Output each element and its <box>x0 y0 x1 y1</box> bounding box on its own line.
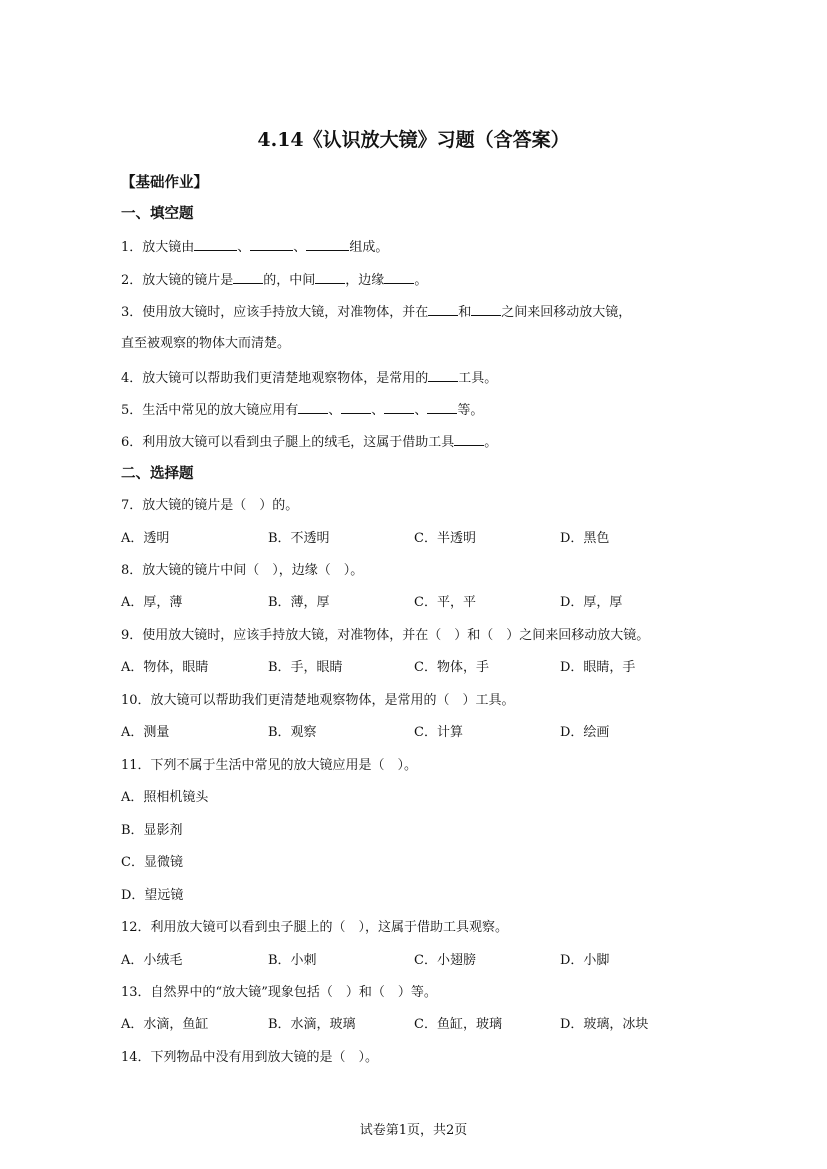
question-12: 12．利用放大镜可以看到虫子腿上的（ ），这属于借助工具观察。 <box>121 920 509 935</box>
text: 。 <box>414 273 428 288</box>
text: ，边缘 <box>345 273 385 288</box>
text: 4．放大镜可以帮助我们更清楚地观察物体，是常用的 <box>121 371 429 386</box>
blank <box>233 270 263 284</box>
blank <box>341 400 371 414</box>
blank <box>428 368 458 382</box>
question-3-continued: 直至被观察的物体大而清楚。 <box>121 336 291 351</box>
question-1 <box>121 237 388 257</box>
text: 、 <box>293 240 307 255</box>
blank <box>194 237 237 251</box>
option-c: C．平，平 <box>414 595 476 610</box>
option-c: C．鱼缸，玻璃 <box>414 1017 502 1032</box>
question-4 <box>121 368 497 388</box>
option-b: B．手，眼睛 <box>268 660 343 675</box>
option-a: A．测量 <box>121 725 170 740</box>
option-d: D．小脚 <box>560 953 610 968</box>
text: 工具。 <box>458 371 498 386</box>
option-a: A．照相机镜头 <box>121 790 209 805</box>
question-9: 9．使用放大镜时，应该手持放大镜，对准物体，并在（ ）和（ ）之间来回移动放大镜。 <box>121 628 650 643</box>
option-a: A．厚，薄 <box>121 595 183 610</box>
option-c: C．计算 <box>414 725 463 740</box>
option-d: D．玻璃，冰块 <box>560 1017 649 1032</box>
blank <box>454 432 484 446</box>
option-a: A．水滴，鱼缸 <box>121 1017 209 1032</box>
text: 、 <box>237 240 251 255</box>
blank <box>384 270 414 284</box>
option-d: D．绘画 <box>560 725 610 740</box>
option-a: A．透明 <box>121 531 170 546</box>
text: 3．使用放大镜时，应该手持放大镜，对准物体，并在 <box>121 305 429 320</box>
option-b: B．水滴，玻璃 <box>268 1017 356 1032</box>
part-fill-blank-heading: 一、填空题 <box>121 205 194 222</box>
text: 等。 <box>457 403 484 418</box>
text: 、 <box>328 403 342 418</box>
option-b: B．观察 <box>268 725 317 740</box>
option-d: D．眼睛，手 <box>560 660 636 675</box>
blank <box>250 237 293 251</box>
text: 1．放大镜由 <box>121 240 195 255</box>
option-b: B．不透明 <box>268 531 330 546</box>
text: 的，中间 <box>263 273 316 288</box>
option-d: D．黑色 <box>560 531 610 546</box>
question-11: 11．下列不属于生活中常见的放大镜应用是（ ）。 <box>121 758 418 773</box>
question-8: 8．放大镜的镜片中间（ ），边缘（ ）。 <box>121 563 364 578</box>
question-13: 13．自然界中的“放大镜”现象包括（ ）和（ ）等。 <box>121 985 437 1000</box>
option-c: C．显微镜 <box>121 855 183 870</box>
text: 之间来回移动放大镜， <box>501 305 632 320</box>
text: 组成。 <box>349 240 389 255</box>
option-c: C．半透明 <box>414 531 476 546</box>
blank <box>315 270 345 284</box>
option-b: B．小刺 <box>268 953 317 968</box>
text: 。 <box>484 435 498 450</box>
text: 、 <box>371 403 385 418</box>
blank <box>298 400 328 414</box>
option-d: D．望远镜 <box>121 888 184 903</box>
option-b: B．薄，厚 <box>268 595 330 610</box>
option-b: B．显影剂 <box>121 823 183 838</box>
text: 5．生活中常见的放大镜应用有 <box>121 403 299 418</box>
blank <box>384 400 414 414</box>
blank <box>428 302 458 316</box>
page-footer: 试卷第1页，共2页 <box>359 1123 468 1138</box>
option-c: C．物体，手 <box>414 660 489 675</box>
question-5 <box>121 400 483 420</box>
text: 2．放大镜的镜片是 <box>121 273 234 288</box>
page-title: 4.14《认识放大镜》习题（含答案） <box>257 129 570 151</box>
option-a: A．物体，眼睛 <box>121 660 209 675</box>
question-2 <box>121 270 427 290</box>
text: 6．利用放大镜可以看到虫子腿上的绒毛，这属于借助工具 <box>121 435 455 450</box>
question-7: 7．放大镜的镜片是（ ）的。 <box>121 498 299 513</box>
blank <box>427 400 457 414</box>
blank <box>306 237 349 251</box>
section-basic: 【基础作业】 <box>121 174 208 191</box>
question-14: 14．下列物品中没有用到放大镜的是（ ）。 <box>121 1050 379 1065</box>
option-d: D．厚，厚 <box>560 595 623 610</box>
blank <box>471 302 501 316</box>
question-3 <box>121 302 631 322</box>
part-choice-heading: 二、选择题 <box>121 465 194 482</box>
text: 和 <box>458 305 472 320</box>
question-6 <box>121 432 497 452</box>
option-a: A．小绒毛 <box>121 953 183 968</box>
text: 、 <box>414 403 428 418</box>
option-c: C．小翅膀 <box>414 953 476 968</box>
question-10: 10．放大镜可以帮助我们更清楚地观察物体，是常用的（ ）工具。 <box>121 693 515 708</box>
